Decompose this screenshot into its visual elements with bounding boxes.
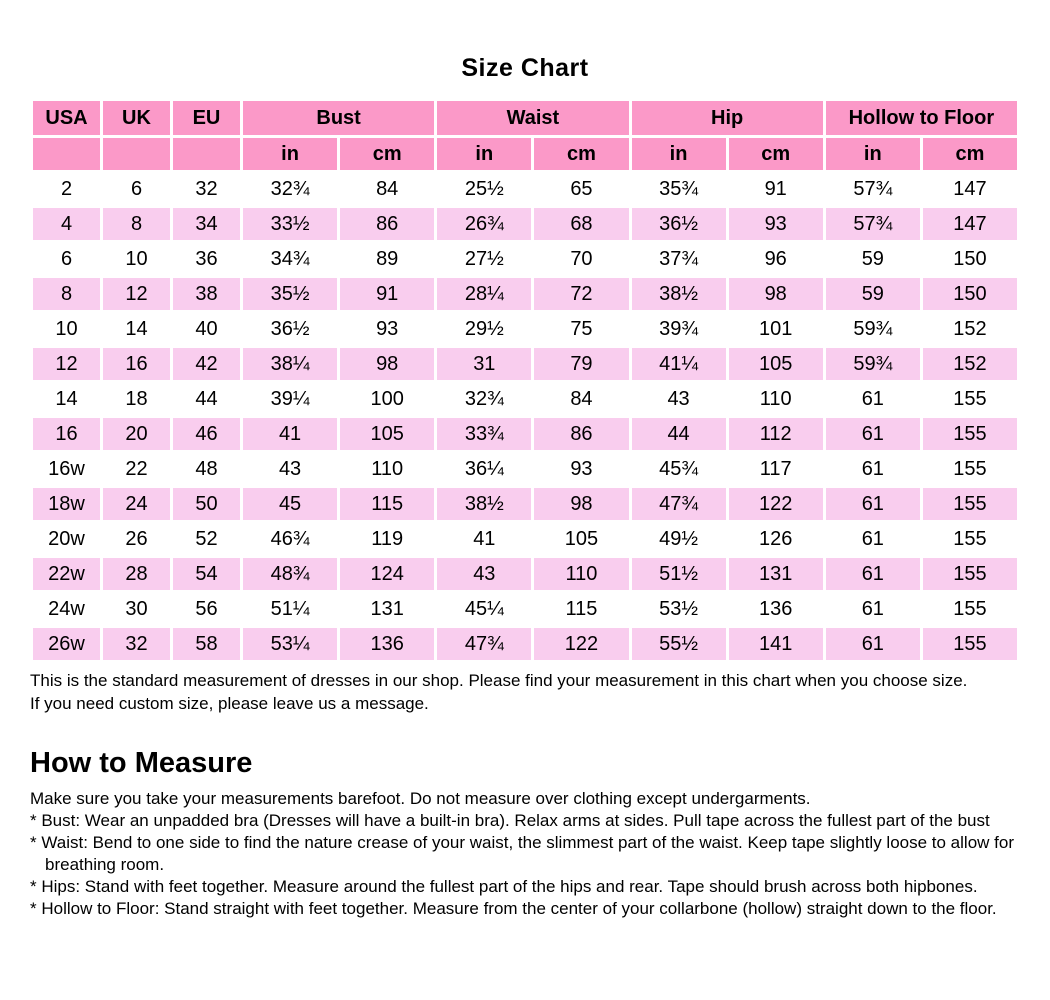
- table-cell: 24: [103, 488, 170, 520]
- table-cell: 34: [173, 208, 240, 240]
- table-row: [33, 173, 1017, 205]
- table-cell: 45¾: [632, 453, 726, 485]
- table-cell: 41¼: [632, 348, 726, 380]
- table-cell: 96: [729, 243, 823, 275]
- table-cell: 122: [729, 488, 823, 520]
- table-cell: 98: [534, 488, 628, 520]
- table-cell: 51¼: [243, 593, 337, 625]
- column-header-bust: Bust: [243, 101, 434, 135]
- table-row: [33, 488, 1017, 520]
- table-cell: 46: [173, 418, 240, 450]
- table-cell: 47¾: [437, 628, 531, 660]
- table-cell: 61: [826, 488, 920, 520]
- note-line-2: If you need custom size, please leave us a message.: [30, 694, 429, 713]
- table-cell: 52: [173, 523, 240, 555]
- table-cell: 61: [826, 383, 920, 415]
- table-cell: 43: [437, 558, 531, 590]
- table-cell: 91: [729, 173, 823, 205]
- table-row: [33, 348, 1017, 380]
- table-cell: 98: [729, 278, 823, 310]
- table-cell: 31: [437, 348, 531, 380]
- table-cell: 16: [33, 418, 100, 450]
- unit-header-hip-in: in: [632, 138, 726, 170]
- table-cell: 36½: [632, 208, 726, 240]
- table-cell: 35½: [243, 278, 337, 310]
- table-cell: 6: [33, 243, 100, 275]
- table-cell: 2: [33, 173, 100, 205]
- table-cell: 20: [103, 418, 170, 450]
- table-cell: 48¾: [243, 558, 337, 590]
- unit-header-waist-cm: cm: [534, 138, 628, 170]
- table-cell: 29½: [437, 313, 531, 345]
- table-cell: 93: [340, 313, 434, 345]
- table-cell: 18: [103, 383, 170, 415]
- table-cell: 44: [632, 418, 726, 450]
- table-cell: 91: [340, 278, 434, 310]
- table-cell: 53¼: [243, 628, 337, 660]
- table-cell: 93: [534, 453, 628, 485]
- table-cell: 32¾: [243, 173, 337, 205]
- table-cell: 41: [437, 523, 531, 555]
- table-cell: 110: [340, 453, 434, 485]
- unit-header-empty: [33, 138, 100, 170]
- table-cell: 20w: [33, 523, 100, 555]
- table-cell: 36¼: [437, 453, 531, 485]
- table-cell: 26w: [33, 628, 100, 660]
- table-row: [33, 313, 1017, 345]
- table-cell: 47¾: [632, 488, 726, 520]
- unit-header-empty: [103, 138, 170, 170]
- table-row: [33, 628, 1017, 660]
- table-row: [33, 453, 1017, 485]
- table-cell: 26¾: [437, 208, 531, 240]
- table-cell: 28: [103, 558, 170, 590]
- table-cell: 38¼: [243, 348, 337, 380]
- table-cell: 50: [173, 488, 240, 520]
- table-cell: 75: [534, 313, 628, 345]
- table-cell: 131: [340, 593, 434, 625]
- table-cell: 48: [173, 453, 240, 485]
- table-cell: 72: [534, 278, 628, 310]
- table-cell: 70: [534, 243, 628, 275]
- header-row-units: [33, 138, 1017, 170]
- measure-instruction-waist: * Waist: Bend to one side to find the nature crease of your waist, the slimmest part of the waist. Keep tape slightly loose to allow for breathing room.: [30, 833, 1014, 874]
- table-cell: 86: [534, 418, 628, 450]
- table-cell: 55½: [632, 628, 726, 660]
- table-cell: 98: [340, 348, 434, 380]
- table-cell: 105: [534, 523, 628, 555]
- table-row: [33, 523, 1017, 555]
- table-cell: 56: [173, 593, 240, 625]
- table-cell: 51½: [632, 558, 726, 590]
- table-row: [33, 558, 1017, 590]
- table-cell: 65: [534, 173, 628, 205]
- table-cell: 6: [103, 173, 170, 205]
- table-cell: 136: [729, 593, 823, 625]
- table-cell: 112: [729, 418, 823, 450]
- table-cell: 155: [923, 418, 1017, 450]
- table-cell: 49½: [632, 523, 726, 555]
- column-header-uk: UK: [103, 101, 170, 135]
- unit-header-hollow-cm: cm: [923, 138, 1017, 170]
- table-cell: 126: [729, 523, 823, 555]
- how-to-measure-section: [30, 788, 1020, 920]
- table-cell: 61: [826, 453, 920, 485]
- table-cell: 147: [923, 173, 1017, 205]
- table-cell: 22w: [33, 558, 100, 590]
- table-cell: 53½: [632, 593, 726, 625]
- table-cell: 38: [173, 278, 240, 310]
- table-cell: 141: [729, 628, 823, 660]
- size-chart-table: [30, 98, 1020, 663]
- table-cell: 155: [923, 593, 1017, 625]
- table-cell: 86: [340, 208, 434, 240]
- table-cell: 155: [923, 523, 1017, 555]
- table-row: [33, 383, 1017, 415]
- table-cell: 32: [103, 628, 170, 660]
- table-cell: 150: [923, 243, 1017, 275]
- table-cell: 155: [923, 488, 1017, 520]
- table-cell: 54: [173, 558, 240, 590]
- column-header-waist: Waist: [437, 101, 628, 135]
- table-cell: 105: [729, 348, 823, 380]
- table-row: [33, 418, 1017, 450]
- table-cell: 155: [923, 558, 1017, 590]
- table-cell: 8: [33, 278, 100, 310]
- table-cell: 61: [826, 418, 920, 450]
- table-cell: 124: [340, 558, 434, 590]
- table-cell: 59: [826, 243, 920, 275]
- table-cell: 155: [923, 628, 1017, 660]
- table-cell: 115: [340, 488, 434, 520]
- table-cell: 68: [534, 208, 628, 240]
- table-cell: 117: [729, 453, 823, 485]
- table-cell: 61: [826, 628, 920, 660]
- table-cell: 58: [173, 628, 240, 660]
- table-cell: 35¾: [632, 173, 726, 205]
- table-cell: 22: [103, 453, 170, 485]
- table-cell: 57¾: [826, 173, 920, 205]
- table-cell: 10: [33, 313, 100, 345]
- table-cell: 59: [826, 278, 920, 310]
- table-cell: 155: [923, 383, 1017, 415]
- page-title: Size Chart: [461, 54, 589, 82]
- table-row: [33, 208, 1017, 240]
- table-cell: 25½: [437, 173, 531, 205]
- table-cell: 14: [103, 313, 170, 345]
- table-cell: 8: [103, 208, 170, 240]
- table-cell: 40: [173, 313, 240, 345]
- table-cell: 84: [534, 383, 628, 415]
- table-cell: 14: [33, 383, 100, 415]
- table-cell: 147: [923, 208, 1017, 240]
- table-cell: 42: [173, 348, 240, 380]
- column-header-usa: USA: [33, 101, 100, 135]
- table-cell: 18w: [33, 488, 100, 520]
- table-cell: 59¾: [826, 348, 920, 380]
- measure-instruction-general: Make sure you take your measurements barefoot. Do not measure over clothing except undergarments.: [30, 789, 811, 808]
- table-cell: 131: [729, 558, 823, 590]
- unit-header-bust-in: in: [243, 138, 337, 170]
- table-cell: 57¾: [826, 208, 920, 240]
- table-cell: 30: [103, 593, 170, 625]
- table-cell: 93: [729, 208, 823, 240]
- unit-header-empty: [173, 138, 240, 170]
- table-cell: 152: [923, 313, 1017, 345]
- table-cell: 136: [340, 628, 434, 660]
- table-cell: 28¼: [437, 278, 531, 310]
- table-cell: 101: [729, 313, 823, 345]
- table-cell: 45¼: [437, 593, 531, 625]
- table-cell: 36: [173, 243, 240, 275]
- table-cell: 12: [33, 348, 100, 380]
- table-cell: 44: [173, 383, 240, 415]
- table-cell: 38½: [632, 278, 726, 310]
- table-cell: 89: [340, 243, 434, 275]
- table-cell: 4: [33, 208, 100, 240]
- table-cell: 36½: [243, 313, 337, 345]
- column-header-hollow-to-floor: Hollow to Floor: [826, 101, 1017, 135]
- how-to-measure-heading: How to Measure: [30, 747, 253, 779]
- table-cell: 33½: [243, 208, 337, 240]
- table-cell: 110: [534, 558, 628, 590]
- standard-measurement-note: [30, 669, 1020, 715]
- table-cell: 10: [103, 243, 170, 275]
- table-cell: 39¼: [243, 383, 337, 415]
- table-cell: 26: [103, 523, 170, 555]
- table-row: [33, 278, 1017, 310]
- header-row-groups: [33, 101, 1017, 135]
- table-cell: 32: [173, 173, 240, 205]
- table-cell: 16w: [33, 453, 100, 485]
- table-cell: 46¾: [243, 523, 337, 555]
- table-row: [33, 593, 1017, 625]
- table-cell: 59¾: [826, 313, 920, 345]
- table-cell: 61: [826, 558, 920, 590]
- table-cell: 32¾: [437, 383, 531, 415]
- measure-instruction-bust: * Bust: Wear an unpadded bra (Dresses will have a built-in bra). Relax arms at sides. Pull tape across the fullest part of the bust: [30, 811, 990, 830]
- table-cell: 61: [826, 593, 920, 625]
- table-cell: 79: [534, 348, 628, 380]
- table-cell: 16: [103, 348, 170, 380]
- measure-instruction-hollow-to-floor: * Hollow to Floor: Stand straight with feet together. Measure from the center of your collarbone (hollow) straight down to the floor.: [30, 899, 997, 918]
- unit-header-waist-in: in: [437, 138, 531, 170]
- table-cell: 43: [632, 383, 726, 415]
- table-cell: 84: [340, 173, 434, 205]
- column-header-hip: Hip: [632, 101, 823, 135]
- unit-header-hip-cm: cm: [729, 138, 823, 170]
- table-cell: 43: [243, 453, 337, 485]
- table-cell: 119: [340, 523, 434, 555]
- column-header-eu: EU: [173, 101, 240, 135]
- table-cell: 110: [729, 383, 823, 415]
- table-cell: 155: [923, 453, 1017, 485]
- table-cell: 27½: [437, 243, 531, 275]
- measure-instruction-hips: * Hips: Stand with feet together. Measure around the fullest part of the hips and rear. Tape should brush across both hipbones.: [30, 877, 978, 896]
- table-row: [33, 243, 1017, 275]
- table-cell: 41: [243, 418, 337, 450]
- table-cell: 100: [340, 383, 434, 415]
- table-cell: 33¾: [437, 418, 531, 450]
- table-cell: 152: [923, 348, 1017, 380]
- table-cell: 34¾: [243, 243, 337, 275]
- size-chart-body: [33, 173, 1017, 660]
- table-cell: 38½: [437, 488, 531, 520]
- table-cell: 37¾: [632, 243, 726, 275]
- table-cell: 150: [923, 278, 1017, 310]
- note-line-1: This is the standard measurement of dresses in our shop. Please find your measurement in this chart when you choose size.: [30, 671, 968, 690]
- table-cell: 39¾: [632, 313, 726, 345]
- table-cell: 24w: [33, 593, 100, 625]
- unit-header-bust-cm: cm: [340, 138, 434, 170]
- unit-header-hollow-in: in: [826, 138, 920, 170]
- table-cell: 61: [826, 523, 920, 555]
- table-cell: 45: [243, 488, 337, 520]
- table-cell: 115: [534, 593, 628, 625]
- table-cell: 122: [534, 628, 628, 660]
- table-cell: 12: [103, 278, 170, 310]
- table-cell: 105: [340, 418, 434, 450]
- size-chart-header: [33, 101, 1017, 170]
